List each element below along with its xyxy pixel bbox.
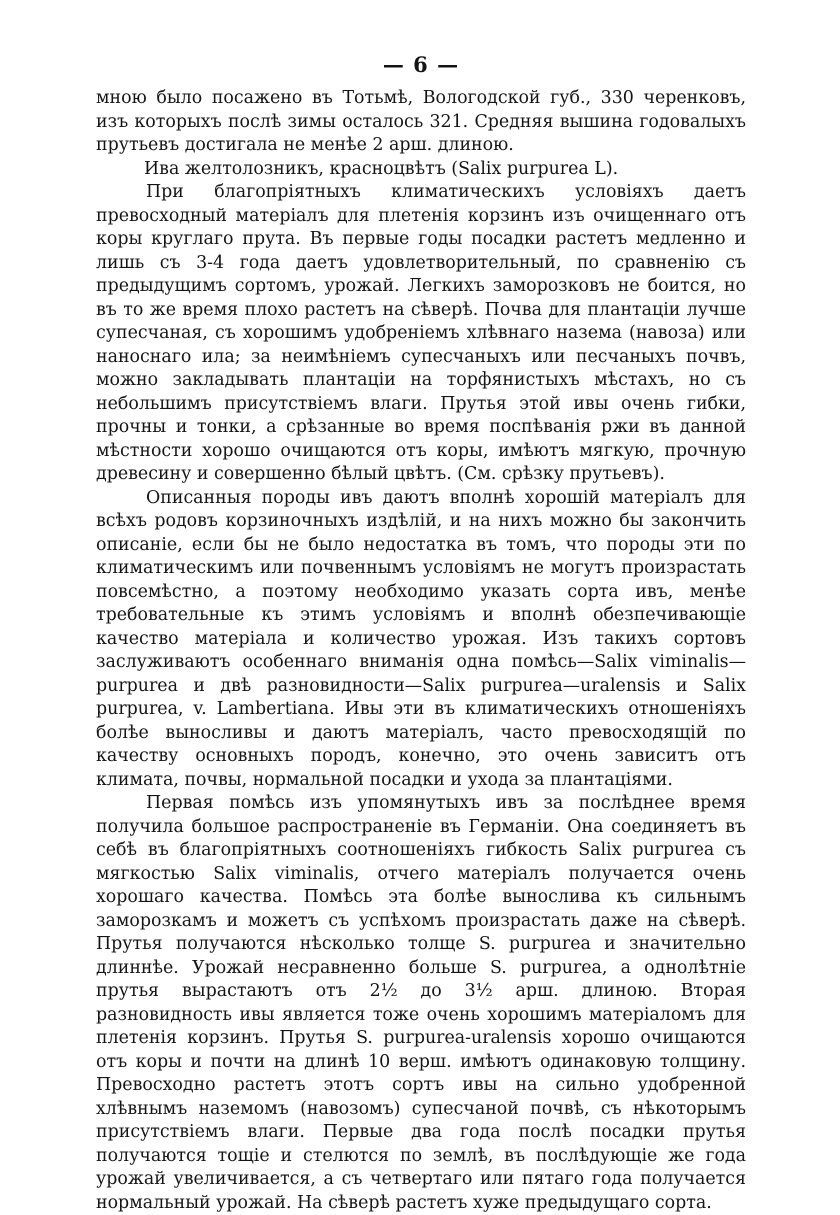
paragraph: Описанныя породы ивъ даютъ вполнѣ хорошій матеріалъ для всѣхъ родовъ корзиночныхъ издѣлій, и на нихъ можно бы закончить описаніе, если бы не было недостатка въ томъ, что породы эти по климатическимъ или почвеннымъ условіямъ не могутъ произрастать повсемѣстно, а поэтому необходимо указать сорта ивъ, менѣе требовательные къ этимъ условіямъ и вполнѣ обезпечивающіе качество матеріала и количество урожая. Изъ такихъ сортовъ заслуживаютъ особеннаго вниманія одна помѣсь—Salix viminalis—purpurea и двѣ разновидности—Salix purpurea—uralensis и Salix purpurea, v. Lambertiana. Ивы эти въ климатическихъ отношеніяхъ болѣе выносливы и даютъ матеріалъ, часто превосходящій по качеству основныхъ породъ, конечно, это очень зависитъ отъ климата, почвы, нормальной посадки и ухода за плантаціями. <box>96 487 746 790</box>
paragraph-continuation: мною было посажено въ Тотьмѣ, Вологодской губ., 330 черенковъ, изъ которыхъ послѣ зимы осталось 321. Средняя вышина годовалыхъ прутьевъ достигала не менѣе 2 арш. длиною. <box>96 88 746 155</box>
paragraph: При благопріятныхъ климатическихъ условіяхъ даетъ превосходный матеріалъ для плетенія корзинъ изъ очищеннаго отъ коры круглаго прута. Въ первые годы посадки растетъ медленно и лишь съ 3-4 года даетъ удовлетворительный, по сравненію съ предыдущимъ сортомъ, урожай. Легкихъ заморозковъ не боится, но въ то же время плохо растетъ на сѣверѣ. Почва для плантаціи лучше супесчаная, съ хорошимъ удобреніемъ хлѣвнаго назема (навоза) или наноснаго ила; за неимѣніемъ супесчаныхъ или песчаныхъ почвъ, можно закладывать плантаціи на торфянистыхъ мѣстахъ, но съ небольшимъ присутствіемъ влаги. Прутья этой ивы очень гибки, прочны и тонки, а срѣзанные во время поспѣванія ржи въ данной мѣстности хорошо очищаются отъ коры, имѣютъ мягкую, прочную древесину и совершенно бѣлый цвѣтъ. (См. срѣзку прутьевъ). <box>96 182 746 484</box>
paragraph: Первая помѣсь изъ упомянутыхъ ивъ за послѣднее время получила большое распространеніе въ Германіи. Она соединяетъ въ себѣ въ благопріятныхъ соотношеніяхъ гибкость Salix purpurea съ мягкостью Salix viminalis, отчего матеріалъ получается очень хорошаго качества. Помѣсь эта болѣе вынослива къ сильнымъ заморозкамъ и можетъ съ успѣхомъ произрастать даже на сѣверѣ. Прутья получаются нѣсколько толще S. purpurea и значительно длиннѣе. Урожай несравненно больше S. purpurea, а однолѣтніе прутья вырастаютъ отъ 2½ до 3½ арш. длиною. Вторая разновидность ивы является тоже очень хорошимъ матеріаломъ для плетенія корзинъ. Прутья S. purpurea-uralensis хорошо очищаются отъ коры и почти на длинѣ 10 верш. имѣютъ одинаковую толщину. Превосходно растетъ этотъ сортъ ивы на сильно удобренной хлѣвнымъ наземомъ (навозомъ) супесчаной почвѣ, съ нѣкоторымъ присутствіемъ влаги. Первые два года послѣ посадки прутья получаются тощіе и стелются по землѣ, въ послѣдующіе же года урожай увеличивается, а съ четвертаго или пятаго года получается нормальный урожай. На сѣверѣ растетъ хуже предыдущаго сорта. <box>96 793 746 1213</box>
page-number: — 6 — <box>382 52 460 77</box>
document-page <box>96 52 746 1215</box>
section-heading: Ива желтолозникъ, красноцвѣтъ (Salix purpurea L). <box>144 158 619 179</box>
